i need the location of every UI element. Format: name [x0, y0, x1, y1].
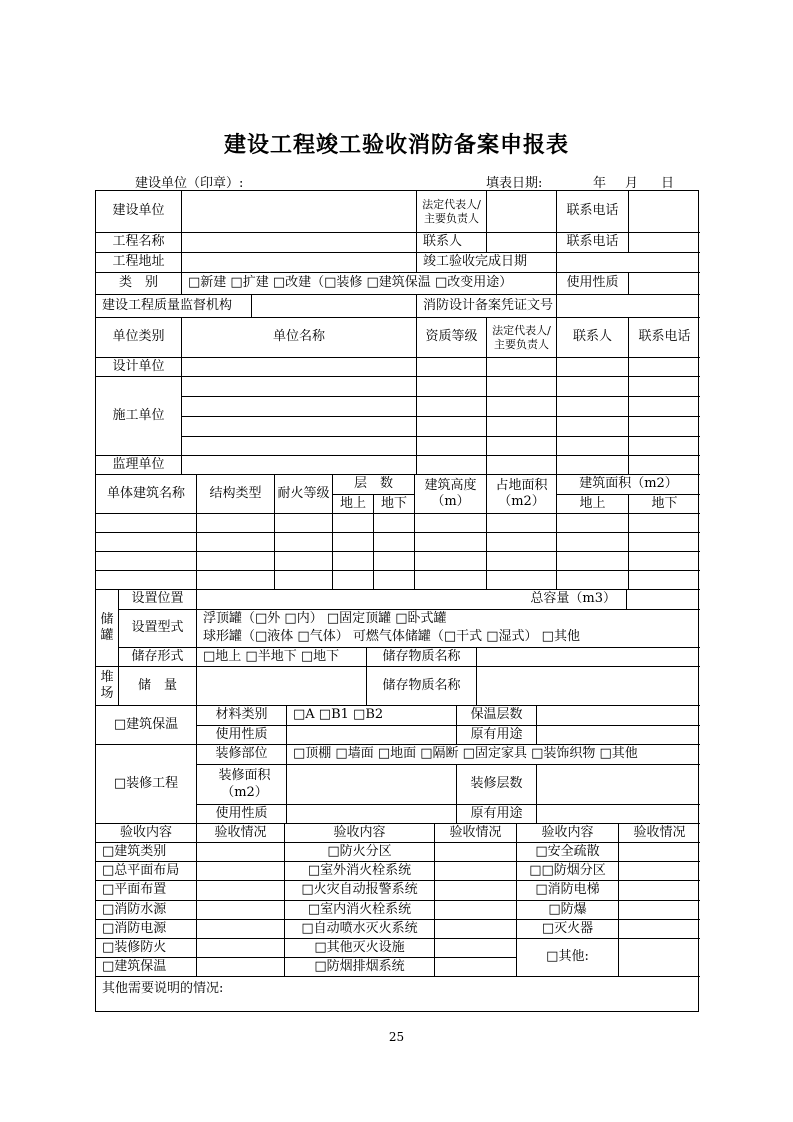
page-title: 建设工程竣工验收消防备案申报表 [223, 133, 569, 158]
acceptance-result[interactable] [618, 919, 700, 938]
label-decoration-use: 使用性质 [196, 804, 286, 823]
building-cell[interactable] [486, 551, 556, 570]
label-use-nature: 使用性质 [556, 272, 628, 294]
cell[interactable] [628, 396, 700, 416]
cell[interactable] [181, 436, 416, 455]
cell[interactable] [556, 455, 628, 474]
cell[interactable] [416, 436, 486, 455]
building-cell[interactable] [196, 532, 274, 551]
building-cell[interactable] [556, 570, 628, 589]
acceptance-item[interactable]: □安全疏散 [516, 842, 618, 861]
label-acceptance-date: 竣工验收完成日期 [416, 252, 556, 272]
label-decoration-area: 装修面积（m2） [196, 764, 286, 804]
cell[interactable] [416, 357, 486, 376]
building-cell[interactable] [274, 551, 332, 570]
decoration-parts-options[interactable]: □顶棚 □墙面 □地面 □隔断 □固定家具 □装饰织物 □其他 [286, 744, 700, 764]
building-cell[interactable] [274, 513, 332, 532]
acceptance-result[interactable] [618, 861, 700, 880]
acceptance-result[interactable] [196, 919, 284, 938]
label-design-unit: 设计单位 [96, 357, 181, 376]
building-cell[interactable] [486, 532, 556, 551]
label-construction-unit: 建设单位 [112, 203, 165, 219]
cell[interactable] [181, 455, 416, 474]
label-contact-phone-1: 联系电话 [556, 191, 628, 232]
label-acceptance-result-3: 验收情况 [618, 823, 700, 842]
tank-type-line-2[interactable]: 球形罐（□液体 □气体） 可燃气体储罐（□干式 □湿式） □其他 [196, 628, 700, 647]
cell[interactable] [556, 357, 628, 376]
cell[interactable] [486, 357, 556, 376]
label-acceptance-result-2: 验收情况 [434, 823, 516, 842]
cell[interactable] [181, 357, 416, 376]
acceptance-item[interactable]: □总平面布局 [96, 861, 196, 880]
building-cell[interactable] [274, 532, 332, 551]
acceptance-result[interactable] [196, 880, 284, 900]
cell[interactable] [181, 416, 416, 436]
field-legal-rep[interactable] [486, 191, 556, 232]
label-units-phone: 联系电话 [628, 317, 700, 357]
cell[interactable] [628, 436, 700, 455]
footprint-unit: （m2） [498, 494, 545, 509]
cell[interactable] [181, 396, 416, 416]
field-quality-agency[interactable] [251, 294, 416, 317]
label-supervision-unit: 监理单位 [96, 455, 181, 474]
label-acceptance-content-3: 验收内容 [516, 823, 618, 842]
label-structure: 结构类型 [196, 474, 274, 513]
building-cell[interactable] [373, 513, 414, 532]
month-label: 月 [625, 176, 639, 191]
acceptance-item[interactable]: □消防电梯 [516, 880, 618, 900]
acceptance-result[interactable] [196, 957, 284, 976]
acceptance-item[interactable]: □室内消火栓系统 [284, 900, 434, 919]
acceptance-result[interactable] [196, 842, 284, 861]
label-contact-phone-2: 联系电话 [556, 232, 628, 252]
label-decoration-original: 原有用途 [456, 804, 536, 823]
label-floors: 层 数 [332, 474, 414, 494]
building-cell[interactable] [373, 570, 414, 589]
cell[interactable] [416, 396, 486, 416]
building-cell[interactable] [414, 513, 486, 532]
acceptance-item[interactable]: □防爆 [516, 900, 618, 919]
applicant-label: 建设单位（印章）: [135, 176, 244, 191]
label-fire-rating: 耐火等级 [274, 474, 332, 513]
label-units-legal-rep: 法定代表人/主要负责人 [486, 317, 556, 357]
cell[interactable] [628, 416, 700, 436]
cell[interactable] [628, 455, 700, 474]
yard-section-text: 堆场 [100, 670, 114, 701]
label-area-above: 地上 [556, 494, 628, 513]
label-qualification: 资质等级 [416, 317, 486, 357]
field-acceptance-date[interactable] [556, 252, 700, 272]
label-yard-reserve: 储 量 [118, 666, 196, 705]
field-contact-phone-1[interactable] [628, 191, 700, 232]
label-legal-rep: 法定代表人/主要负责人 [416, 191, 486, 232]
label-floors-above: 地上 [332, 494, 373, 513]
acceptance-result[interactable] [196, 900, 284, 919]
field-yard-reserve[interactable] [196, 666, 366, 705]
label-decoration-layers: 装修层数 [456, 764, 536, 804]
cell[interactable] [416, 376, 486, 396]
cell[interactable] [486, 396, 556, 416]
building-cell[interactable] [486, 513, 556, 532]
acceptance-item[interactable]: □火灾自动报警系统 [284, 880, 434, 900]
page-number: 25 [388, 1030, 405, 1044]
label-quality-agency: 建设工程质量监督机构 [96, 294, 251, 317]
acceptance-result[interactable] [434, 919, 516, 938]
field-decoration-use[interactable] [286, 804, 456, 823]
building-cell[interactable] [556, 551, 628, 570]
field-yard-material[interactable] [476, 666, 700, 705]
acceptance-item[interactable]: □装修防火 [96, 938, 196, 957]
height-text: 建筑高度 [424, 477, 477, 493]
label-height [414, 474, 486, 513]
building-cell[interactable] [196, 570, 274, 589]
building-cell[interactable] [628, 513, 700, 532]
building-cell[interactable] [96, 513, 196, 532]
field-contact-person[interactable] [486, 232, 556, 252]
cell[interactable] [486, 436, 556, 455]
field-use-nature[interactable] [628, 272, 700, 294]
label-tank-material: 储存物质名称 [366, 647, 476, 666]
field-project-name[interactable] [181, 232, 416, 252]
label-material-type: 材料类别 [196, 705, 286, 725]
building-cell[interactable] [556, 513, 628, 532]
label-design-cert: 消防设计备案凭证文号 [416, 294, 556, 317]
day-label: 日 [661, 176, 675, 191]
height-unit: （m） [431, 494, 470, 509]
label-project-address: 工程地址 [96, 252, 181, 272]
label-storage-form: 储存形式 [118, 647, 196, 666]
acceptance-result[interactable] [196, 861, 284, 880]
cell[interactable] [628, 357, 700, 376]
acceptance-result[interactable] [196, 938, 284, 957]
cell[interactable] [628, 376, 700, 396]
acceptance-item[interactable]: □消防电源 [96, 919, 196, 938]
insulation-options[interactable]: □A □B1 □B2 [286, 705, 456, 725]
acceptance-result[interactable] [434, 880, 516, 900]
category-options[interactable]: □新建 □扩建 □改建（□装修 □建筑保温 □改变用途） [181, 272, 556, 294]
cell[interactable] [181, 376, 416, 396]
label-acceptance-result-1: 验收情况 [196, 823, 284, 842]
acceptance-item[interactable]: □其他灭火设施 [284, 938, 434, 957]
label-unit-name: 单位名称 [181, 317, 416, 357]
label-footprint [486, 474, 556, 513]
acceptance-result[interactable] [434, 900, 516, 919]
label-yard-material: 储存物质名称 [366, 666, 476, 705]
filing-form [95, 190, 699, 1012]
field-design-cert[interactable] [556, 294, 700, 317]
field-decoration-layers[interactable] [536, 764, 700, 804]
field-construction-unit[interactable] [181, 191, 416, 232]
footprint-text: 占地面积 [495, 477, 548, 493]
field-insulation-original[interactable] [536, 725, 700, 744]
acceptance-item[interactable]: □室外消火栓系统 [284, 861, 434, 880]
building-cell[interactable] [373, 551, 414, 570]
acceptance-item[interactable]: □其他: [516, 938, 618, 976]
tank-type-line-1[interactable]: 浮顶罐（□外 □内） □固定顶罐 □卧式罐 [196, 609, 700, 628]
field-contact-phone-2[interactable] [628, 232, 700, 252]
label-insulation-use: 使用性质 [196, 725, 286, 744]
year-label: 年 [593, 176, 607, 191]
label-tank-capacity: 总容量（m3） [486, 589, 626, 609]
building-cell[interactable] [274, 570, 332, 589]
field-tank-location[interactable] [196, 589, 486, 609]
acceptance-result[interactable] [434, 938, 516, 957]
date-label: 填表日期: [486, 176, 543, 191]
decoration-checkbox[interactable]: □装修工程 [96, 744, 196, 823]
label-acceptance-content-2: 验收内容 [284, 823, 434, 842]
building-cell[interactable] [556, 532, 628, 551]
acceptance-item[interactable]: □防烟排烟系统 [284, 957, 434, 976]
building-cell[interactable] [196, 513, 274, 532]
building-cell[interactable] [332, 532, 373, 551]
acceptance-result[interactable] [618, 842, 700, 861]
insulation-checkbox[interactable]: □建筑保温 [96, 705, 196, 744]
cell[interactable] [486, 416, 556, 436]
acceptance-item[interactable]: □自动喷水灭火系统 [284, 919, 434, 938]
label-category: 类 别 [96, 272, 181, 294]
label-tank-location: 设置位置 [118, 589, 196, 609]
building-cell[interactable] [414, 551, 486, 570]
building-cell[interactable] [628, 570, 700, 589]
label-builder-unit: 施工单位 [96, 376, 181, 455]
building-cell[interactable] [628, 532, 700, 551]
building-cell[interactable] [414, 570, 486, 589]
field-tank-material[interactable] [476, 647, 700, 666]
building-cell[interactable] [486, 570, 556, 589]
building-cell[interactable] [96, 551, 196, 570]
acceptance-item[interactable]: □消防水源 [96, 900, 196, 919]
cell[interactable] [416, 455, 486, 474]
label-unit-type: 单位类别 [96, 317, 181, 357]
label-insulation-layers: 保温层数 [456, 705, 536, 725]
cell[interactable] [416, 416, 486, 436]
acceptance-item[interactable]: □建筑保温 [96, 957, 196, 976]
label-decoration-parts: 装修部位 [196, 744, 286, 764]
label-tank-section [96, 589, 118, 666]
label-project-name: 工程名称 [96, 232, 181, 252]
acceptance-item[interactable]: □平面布置 [96, 880, 196, 900]
building-cell[interactable] [332, 570, 373, 589]
acceptance-result[interactable] [434, 842, 516, 861]
building-cell[interactable] [332, 551, 373, 570]
cell[interactable] [556, 376, 628, 396]
building-cell[interactable] [332, 513, 373, 532]
label-contact-person: 联系人 [416, 232, 486, 252]
acceptance-item[interactable]: □防火分区 [284, 842, 434, 861]
cell[interactable] [486, 455, 556, 474]
building-cell[interactable] [628, 551, 700, 570]
label-building-area: 建筑面积（m2） [556, 474, 700, 494]
label-area-below: 地下 [628, 494, 700, 513]
building-cell[interactable] [96, 570, 196, 589]
building-cell[interactable] [414, 532, 486, 551]
acceptance-result[interactable] [618, 900, 700, 919]
field-decoration-area[interactable] [286, 764, 456, 804]
field-decoration-original[interactable] [536, 804, 700, 823]
tank-section-text: 储罐 [100, 612, 114, 643]
label-floors-below: 地下 [373, 494, 414, 513]
field-tank-capacity[interactable] [626, 589, 700, 609]
label-yard-section [96, 666, 118, 705]
cell[interactable] [556, 396, 628, 416]
field-insulation-use[interactable] [286, 725, 456, 744]
acceptance-result[interactable] [434, 957, 516, 976]
label-insulation-original: 原有用途 [456, 725, 536, 744]
field-project-address[interactable] [181, 252, 416, 272]
notes[interactable]: 其他需要说明的情况: [96, 976, 700, 1013]
acceptance-result[interactable] [618, 880, 700, 900]
label-units-contact: 联系人 [556, 317, 628, 357]
building-cell[interactable] [373, 532, 414, 551]
field-insulation-layers[interactable] [536, 705, 700, 725]
acceptance-item[interactable]: □建筑类别 [96, 842, 196, 861]
label-acceptance-content-1: 验收内容 [96, 823, 196, 842]
building-cell[interactable] [96, 532, 196, 551]
acceptance-result[interactable] [434, 861, 516, 880]
storage-form-options[interactable]: □地上 □半地下 □地下 [196, 647, 366, 666]
label-tank-type: 设置型式 [118, 609, 196, 647]
acceptance-item[interactable]: □灭火器 [516, 919, 618, 938]
cell[interactable] [556, 436, 628, 455]
acceptance-result[interactable] [618, 938, 700, 976]
cell[interactable] [486, 376, 556, 396]
acceptance-item[interactable]: □□防烟分区 [516, 861, 618, 880]
cell[interactable] [556, 416, 628, 436]
building-cell[interactable] [196, 551, 274, 570]
label-building-name: 单体建筑名称 [96, 474, 196, 513]
